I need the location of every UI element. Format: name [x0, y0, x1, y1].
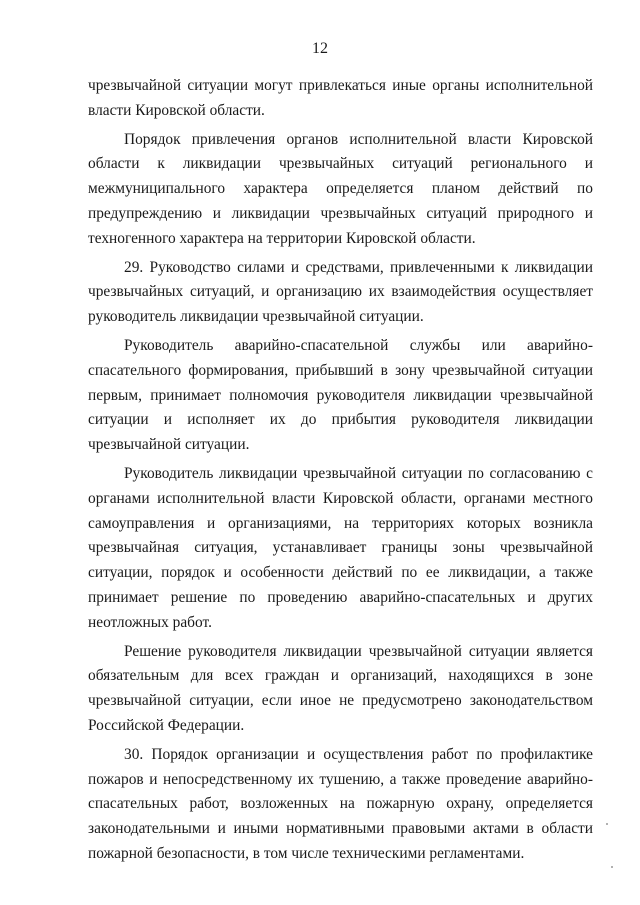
paragraph-continuation: чрезвычайной ситуации могут привлекаться иные органы исполнительной власти Кировской области. — [88, 77, 593, 119]
scan-speck — [606, 823, 608, 825]
document-body — [88, 74, 593, 867]
page-number: 12 — [312, 40, 328, 57]
paragraph-emergency-zone: Руководитель ликвидации чрезвычайной ситуации по согласованию с органами исполнительной власти Кировской области, органами местного самоуправления и организациями, на территориях которых возникла чрезвычайная ситуация, устанавливает границы зоны чрезвычайной ситуации, порядок и особенности действий по ее ликвидации, а также принимает решение по проведению аварийно-спасательных и других неотложных работ. — [88, 464, 593, 631]
paragraph-item-29: 29. Руководство силами и средствами, привлеченными к ликвидации чрезвычайных ситуаций, и организацию их взаимодействия осуществляет руководитель ликвидации чрезвычайной ситуации. — [88, 258, 593, 326]
paragraph-decision-binding: Решение руководителя ликвидации чрезвычайной ситуации является обязательным для всех граждан и организаций, находящихся в зоне чрезвычайной ситуации, если иное не предусмотрено законодательством Российской Федерации. — [88, 642, 593, 734]
paragraph-item-30: 30. Порядок организации и осуществления работ по профилактике пожаров и непосредственному их тушению, а также проведение аварийно-спасательных работ, возложенных на пожарную охрану, определяется законодательными и иными нормативными правовыми актами в области пожарной безопасности, в том числе техническими регламентами. — [88, 745, 593, 862]
paragraph-involvement-order: Порядок привлечения органов исполнительной власти Кировской области к ликвидации чрезвычайных ситуаций регионального и межмуниципального характера определяется планом действий по предупреждению и ликвидации чрезвычайных ситуаций природного и техногенного характера на территории Кировской области. — [88, 130, 593, 247]
scan-speck — [611, 866, 613, 868]
paragraph-rescue-service-head: Руководитель аварийно-спасательной службы или аварийно-спасательного формирования, прибывший в зону чрезвычайной ситуации первым, принимает полномочия руководителя ликвидации чрезвычайной ситуации и исполняет их до прибытия руководителя ликвидации чрезвычайной ситуации. — [88, 336, 593, 454]
